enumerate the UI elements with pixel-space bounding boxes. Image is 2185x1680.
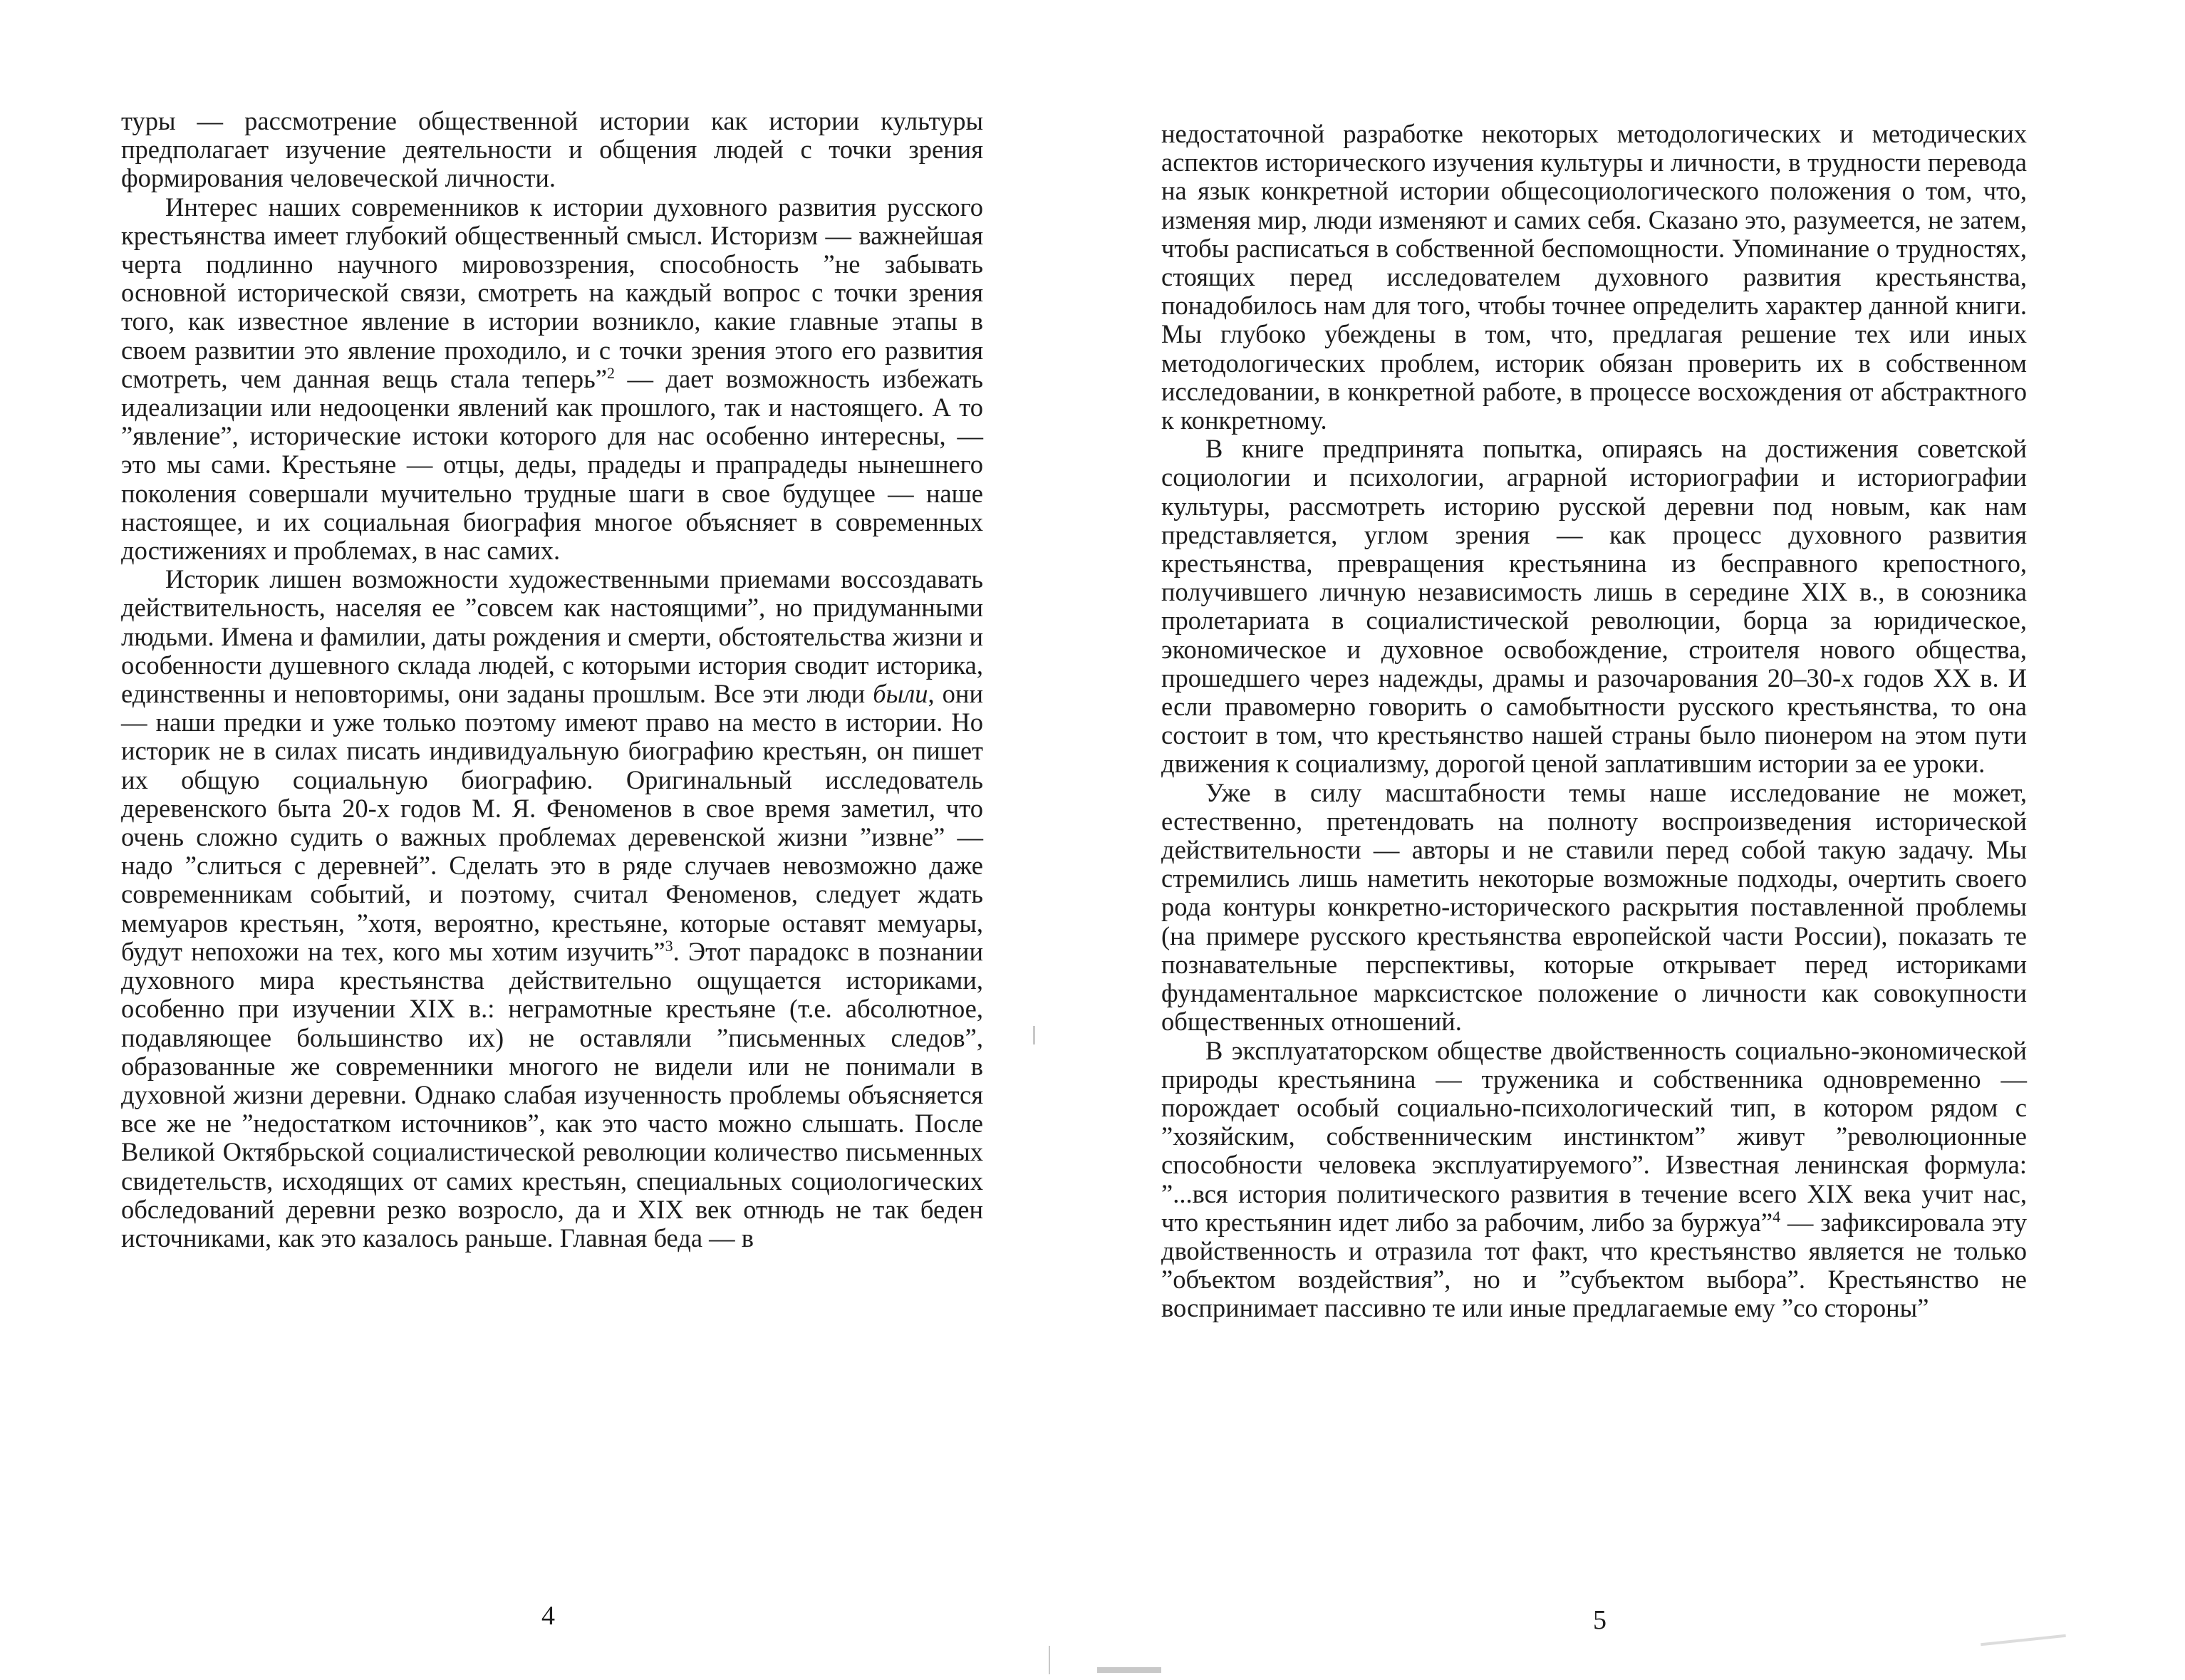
gutter-scratch-mark: [1049, 1646, 1050, 1674]
emphasized-word: были: [873, 679, 928, 709]
footnote-marker: 2: [607, 363, 616, 382]
left-page: [121, 107, 983, 1253]
right-page: [1161, 120, 2027, 1323]
paragraph: Уже в силу масштабности темы наше исследование не может, естественно, претендовать на полноту воспроизведения исторической действительности — авторы и не ставили перед собой такую задачу. Мы стремились лишь наметить некоторые возможные подходы, очертить своего рода контуры конкретно-исторического раскрытия поставленной проблемы (на примере русского крестьянства европейской части России), показать те познавательные перспективы, которые открывает перед историками фундаментальное марксистское положение о личности как совокупности общественных отношений.: [1161, 777, 2027, 1037]
paragraph: В эксплуататорском обществе двойственность социально-экономической природы крестьянина — труженика и собственника одновременно — порождает особый социально-психологический тип, в котором рядом с ”хозяйским, собственническим инстинктом” живут ”революционные способности человека эксплуатируемого”. Известная ленинская формула: ”...вся история политического развития в течение всего XIX века учит нас, что крестьянин идет либо за рабочим, либо за буржуа”$^4$ — зафиксировала эту двойственность и отразила тот факт, что крестьянство является не только ”объектом воздействия”, но и ”субъектом выбора”. Крестьянство не воспринимает пассивно те или иные предлагаемые ему ”со стороны”: [1161, 1035, 2027, 1323]
paragraph: В книге предпринята попытка, опираясь на достижения советской социологии и психологии, аграрной историографии и историографии культуры, рассмотреть историю русской деревни под новым, как нам представляется, углом зрения — как процесс духовного развития крестьянства, превращения крестьянина из бесправного крепостного, получившего личную независимость лишь в середине XIX в., в союзника пролетариата в социалистической революции, борца за юридическое, экономическое и духовное освобождение, строителя нового общества, прошедшего через надежды, драмы и разочарования 20–30-х годов XX в. И если правомерно говорить о самобытности русского крестьянства, то она состоит в том, что крестьянство нашей страны было пионером на этом пути движения к социализму, дорогой ценой заплатившим истории за ее уроки.: [1161, 434, 2027, 779]
left-page-text: [121, 107, 983, 1253]
scan-smudge: [1097, 1667, 1161, 1673]
scan-smudge: [1981, 1634, 2066, 1647]
paragraph: туры — рассмотрение общественной истории как истории культуры предполагает изучение деятельности и общения людей с точки зрения формирования человеческой личности.: [121, 106, 983, 193]
left-page-number: 4: [541, 1601, 555, 1631]
paragraph: недостаточной разработке некоторых методологических и методических аспектов исторического изучения культуры и личности, в трудности перевода на язык конкретной истории общесоциологического положения о том, что, изменяя мир, люди изменяют и самих себя. Сказано это, разумеется, не затем, чтобы расписаться в собственной беспомощности. Упоминание о трудностях, стоящих перед исследователем духовного развития крестьянства, понадобилось нам для того, чтобы точнее определить характер данной книги. Мы глубоко убеждены в том, что, предлагая решение тех или иных методологических проблем, историк обязан проверить их в собственном исследовании, в конкретной работе, в процессе восхождения от абстрактного к конкретному.: [1161, 119, 2027, 435]
right-page-number: 5: [1593, 1605, 1607, 1635]
gutter-scratch-mark: [1033, 1026, 1035, 1044]
footnote-marker: 3: [665, 936, 673, 955]
paragraph: Историк лишен возможности художественными приемами воссоздавать действительность, населяя ее ”совсем как настоящими”, но придуманными людьми. Имена и фамилии, даты рождения и смерти, обстоятельства жизни и особенности душевного склада людей, с которыми история сводит историка, единственны и неповторимы, они заданы прошлым. Все эти люди были, они — наши предки и уже только поэтому имеют право на место в истории. Но историк не в силах писать индивидуальную биографию крестьян, он пишет их общую социальную биографию. Оригинальный исследователь деревенского быта 20-х годов М. Я. Феноменов в свое время заметил, что очень сложно судить о важных проблемах деревенской жизни ”извне” — надо ”слиться с деревней”. Сделать это в ряде случаев невозможно даже современникам событий, и поэтому, считал Феноменов, следует ждать мемуаров крестьян, ”хотя, вероятно, крестьяне, которые оставят мемуары, будут непохожи на тех, кого мы хотим изучить”$^3$. Этот парадокс в познании духовного мира крестьянства действительно ощущается историками, особенно при изучении XIX в.: неграмотные крестьяне (т.е. абсолютное, подавляющее большинство их) не оставляли ”письменных следов”, образованные же современники многого не видели или не понимали в духовной жизни деревни. Однако слабая изученность проблемы объясняется все же не ”недостатком источников”, как это часто можно слышать. После Великой Октябрьской социалистической революции количество письменных свидетельств, исходящих от самих крестьян, специальных социологических обследований деревни резко возросло, да и XIX век отнюдь не так беден источниками, как это казалось раньше. Главная беда — в: [121, 564, 983, 1253]
footnote-marker: 4: [1773, 1207, 1781, 1225]
right-page-text: [1161, 120, 2027, 1323]
paragraph: Интерес наших современников к истории духовного развития русского крестьянства имеет глубокий общественный смысл. Историзм — важнейшая черта подлинно научного мировоззрения, способность ”не забывать основной исторической связи, смотреть на каждый вопрос с точки зрения того, как известное явление в истории возникло, какие главные этапы в своем развитии это явление проходило, и с точки зрения этого его развития смотреть, чем данная вещь стала теперь”$^2$ — дает возможность избежать идеализации или недооценки явлений как прошлого, так и настоящего. А то ”явление”, исторические истоки которого для нас особенно интересны, — это мы сами. Крестьяне — отцы, деды, прадеды и прапрадеды нынешнего поколения совершали мучительно трудные шаги в свое будущее — наше настоящее, и их социальная биография многое объясняет в современных достижениях и проблемах, в нас самих.: [121, 192, 983, 566]
